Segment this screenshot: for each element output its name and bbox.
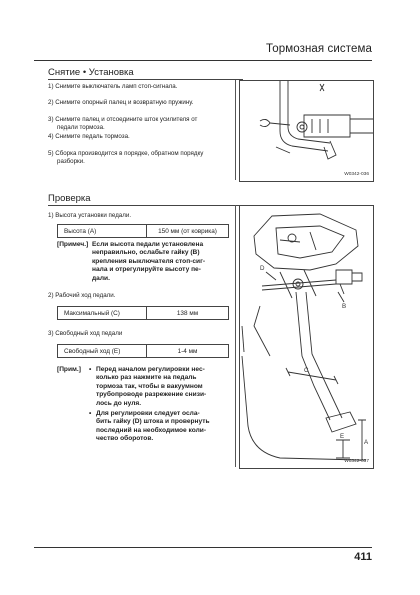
note-2-line: трубопроводе разрежение снизи- (96, 391, 207, 399)
brake-switch-drawing (240, 81, 373, 181)
label-d: D (260, 265, 265, 272)
brake-pedal-drawing (240, 206, 373, 468)
note-1-line: неправильно, ослабьте гайку (В) (92, 249, 200, 257)
check-item-2: 2) Рабочий ход педали. (48, 292, 116, 299)
removal-step-1: 1) Снимите выключатель ламп стоп-сигнала. (48, 83, 178, 90)
note-2-line: чество оборотов. (96, 435, 154, 443)
note-2-line: тормоза так, чтобы в вакуумном (96, 382, 203, 390)
figure-2-caption: W0342-037 (344, 459, 369, 464)
removal-step-4: 4) Снимите педаль тормоза. (48, 133, 130, 140)
removal-step-5: 5) Сборка производится в порядке, обратном порядку (48, 150, 204, 157)
pedal-height-table (57, 224, 229, 238)
free-play-value: 1-4 мм (177, 347, 198, 355)
note-2-bullet-2: • (89, 410, 92, 417)
figure-brake-switch (239, 80, 374, 182)
removal-step-3-cont: педали тормоза. (57, 124, 105, 131)
check-section-rule (48, 205, 243, 206)
free-play-label: Свободный ход (E) (58, 345, 147, 357)
pedal-travel-table (57, 306, 229, 320)
note-2-line: колько раз нажмите на педаль (96, 374, 197, 382)
label-e: E (340, 433, 345, 440)
note-2-bullet-1: • (89, 366, 92, 373)
note-1-line: нала и отрегулируйте высоту пе- (92, 266, 201, 274)
note-1-line: дали. (92, 274, 110, 282)
page-number: 411 (354, 551, 372, 563)
note-2-line: бить гайку (D) штока и провернуть (96, 418, 210, 426)
note-2-body-1 (96, 366, 227, 408)
label-b: B (342, 303, 347, 310)
check-side-rule (235, 205, 236, 467)
note-2-line: Для регулировки следует осла- (96, 410, 200, 417)
note-2-line: Перед началом регулировки нес- (96, 366, 205, 373)
figure-brake-pedal (239, 205, 374, 469)
note-2-line: последний на необходимое коли- (96, 426, 207, 434)
removal-section-title: Снятие • Установка (48, 67, 134, 78)
pedal-height-value: 150 мм (от коврика) (158, 227, 217, 235)
removal-step-5-cont: разборки. (57, 158, 85, 165)
check-item-3: 3) Свободный ход педали (48, 330, 123, 337)
pedal-height-label: Высота (А) (58, 225, 147, 237)
note-2-line: лось до нуля. (96, 399, 142, 407)
page-header-title: Тормозная система (266, 43, 372, 55)
label-a: A (364, 439, 369, 446)
free-play-table (57, 344, 229, 358)
note-1-tag: [Примеч.] (57, 241, 89, 248)
check-section-title: Проверка (48, 193, 91, 204)
note-1-line: крепления выключателя стоп-сиг- (92, 257, 206, 265)
label-c: C (304, 367, 309, 374)
removal-step-3: 3) Снимите палец и отсоедините шток усилителя от (48, 116, 198, 123)
header-rule (34, 60, 372, 61)
note-1-line: Если высота педали установлена (92, 241, 204, 248)
figure-1-caption: W0342-036 (344, 172, 369, 177)
footer-rule (34, 547, 372, 548)
pedal-travel-value: 138 мм (176, 309, 199, 317)
note-2-tag: [Прим.] (57, 366, 81, 373)
check-item-1: 1) Высота установки педали. (48, 212, 132, 219)
removal-section-rule (48, 79, 243, 80)
removal-step-2: 2) Снимите опорный палец и возвратную пружину. (48, 99, 194, 106)
pedal-travel-label: Максимальный (С) (58, 307, 147, 319)
note-1-body (92, 241, 227, 283)
removal-side-rule (235, 80, 236, 180)
note-2-body-2 (96, 410, 227, 444)
